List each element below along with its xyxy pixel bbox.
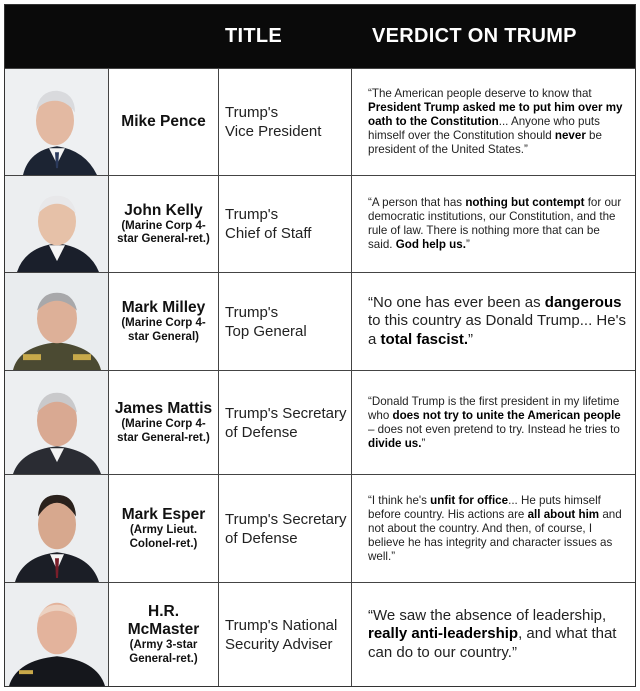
verdict-emphasis: President Trump asked me to put him over my oath to the Constitution — [368, 101, 623, 128]
role-title: Trump's Vice President — [225, 104, 322, 140]
verdict-quote — [368, 294, 627, 350]
role-title: Trump's National Security Adviser — [225, 616, 338, 653]
verdict-emphasis: dangerous — [544, 293, 622, 311]
table-row — [5, 474, 635, 582]
portrait-photo — [5, 69, 109, 175]
person-name: Mark Milley — [121, 299, 206, 316]
verdict-text: , and what that can do to our country.” — [368, 625, 617, 661]
verdict-text: be president of the United States.” — [368, 129, 602, 156]
portrait-photo — [5, 273, 109, 370]
portrait-photo — [5, 176, 109, 272]
portrait-photo — [5, 475, 109, 582]
comparison-table — [4, 4, 636, 687]
verdict-text: ... He puts himself before country. His actions are — [368, 493, 601, 521]
table-row — [5, 582, 635, 686]
verdict-quote — [368, 87, 627, 157]
verdict-quote — [368, 494, 627, 564]
table-row — [5, 68, 635, 175]
verdict-emphasis: divide us. — [368, 436, 422, 450]
verdict-emphasis: never — [554, 129, 586, 142]
table-row — [5, 370, 635, 474]
verdict-text: – does not even pretend to try. Instead he tries to — [368, 422, 620, 436]
person-rank: (Marine Corp 4-star General-ret.) — [117, 418, 210, 444]
portrait-photo — [5, 583, 109, 686]
verdict-text: “The American people deserve to know that — [368, 87, 592, 100]
verdict-text: and not about the country. And then, of course, I believe he has integrity and character issues as well.” — [368, 507, 622, 563]
portrait-photo — [5, 371, 109, 474]
verdict-text: “Donald Trump is the first president in my lifetime who — [368, 394, 620, 422]
header-verdict: VERDICT ON TRUMP — [372, 25, 577, 47]
verdict-emphasis: all about him — [527, 507, 600, 521]
verdict-emphasis: God help us. — [395, 238, 466, 251]
person-name: Mike Pence — [121, 113, 206, 130]
person-rank: (Army Lieut. Colonel-ret.) — [129, 524, 198, 550]
person-name: John Kelly — [124, 201, 203, 219]
verdict-text: ” — [468, 330, 474, 348]
table-row — [5, 272, 635, 370]
person-name: Mark Esper — [121, 506, 206, 523]
role-title: Trump's Secretary of Defense — [225, 404, 347, 441]
verdict-text: ” — [465, 238, 470, 251]
verdict-text: “We saw the absence of leadership, — [368, 606, 607, 624]
verdict-quote — [368, 395, 627, 451]
verdict-emphasis: really anti-leadership — [368, 625, 519, 643]
header-title: TITLE — [225, 25, 283, 47]
verdict-text: “A person that has — [368, 196, 466, 209]
verdict-emphasis: total fascist. — [380, 330, 469, 348]
verdict-emphasis: nothing but contempt — [465, 196, 585, 209]
person-rank: (Army 3-star General-ret.) — [129, 639, 198, 665]
verdict-text: for our democratic institutions, our Constitution, and the rule of law. There is nothing more that can be said. — [368, 196, 622, 251]
role-title: Trump's Top General — [225, 303, 307, 340]
verdict-text: “I think he's — [368, 493, 431, 507]
role-title: Trump's Chief of Staff — [225, 206, 312, 242]
verdict-text: ” — [421, 436, 426, 450]
person-rank: (Marine Corp 4-star General) — [121, 317, 206, 343]
person-name: James Mattis — [114, 400, 213, 417]
verdict-emphasis: does not try to unite the American people — [392, 408, 621, 422]
verdict-text: to this country as Donald Trump... He's a — [368, 312, 626, 348]
role-title: Trump's Secretary of Defense — [225, 510, 347, 547]
table-row — [5, 175, 635, 272]
verdict-text: “No one has ever been as — [368, 293, 545, 311]
verdict-quote — [368, 607, 627, 663]
verdict-text: ... Anyone who puts himself over the Constitution should — [368, 115, 600, 142]
verdict-quote — [368, 196, 627, 252]
person-rank: (Marine Corp 4-star General-ret.) — [117, 219, 210, 245]
table-header — [5, 5, 635, 68]
person-name: H.R. McMaster — [127, 603, 200, 638]
verdict-emphasis: unfit for office — [430, 493, 509, 507]
